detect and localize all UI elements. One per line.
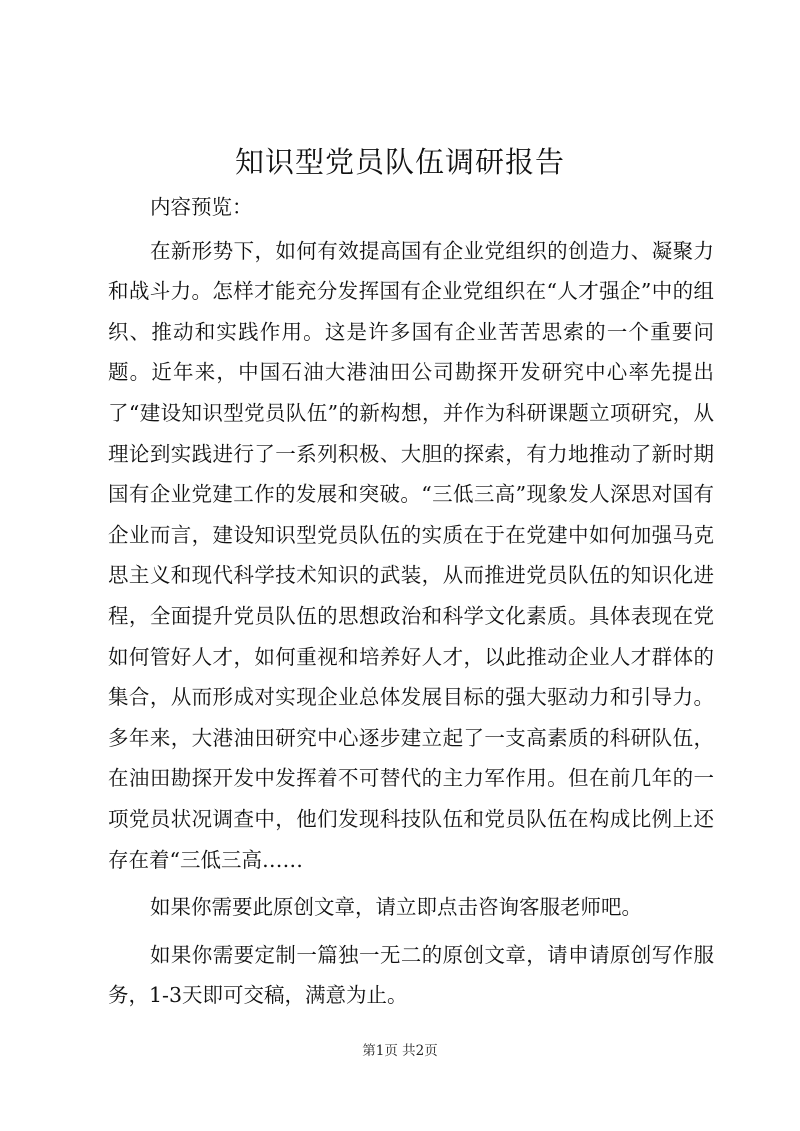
page-indicator: 第1页 共2页 (362, 1043, 438, 1059)
main-paragraph: 在新形势下，如何有效提高国有企业党组织的创造力、凝聚力和战斗力。怎样才能充分发挥国有企业党组织在“人才强企”中的组织、推动和实践作用。这是许多国有企业苦苦思索的一个重要问题。近年来，中国石油大港油田公司勘探开发研究中心率先提出了“建设知识型党员队伍”的新构想，并作为科研课题立项研究，从理论到实践进行了一系列积极、大胆的探索，有力地推动了新时期国有企业党建工作的发展和突破。“三低三高”现象发人深思对国有企业而言，建设知识型党员队伍的实质在于在党建中如何加强马克思主义和现代科学技术知识的武装，从而推进党员队伍的知识化进程，全面提升党员队伍的思想政治和科学文化素质。具体表现在党如何管好人才，如何重视和培养好人才，以此推动企业人才群体的集合，从而形成对实现企业总体发展目标的强大驱动力和引导力。多年来，大港油田研究中心逐步建立起了一支高素质的科研队伍，在油田勘探开发中发挥着不可替代的主力军作用。但在前几年的一项党员状况调查中，他们发现科技队伍和党员队伍在构成比例上还存在着“三低三高…… (108, 238, 714, 872)
contact-line: 如果你需要此原创文章，请立即点击咨询客服老师吧。 (150, 895, 642, 920)
document-title: 知识型党员队伍调研报告 (234, 145, 565, 179)
custom-writing-line: 如果你需要定制一篇独一无二的原创文章，请申请原创写作服务，1-3天即可交稿，满意为止。 (108, 942, 714, 1008)
preview-label: 内容预览： (150, 195, 253, 219)
document-body (108, 187, 714, 1023)
